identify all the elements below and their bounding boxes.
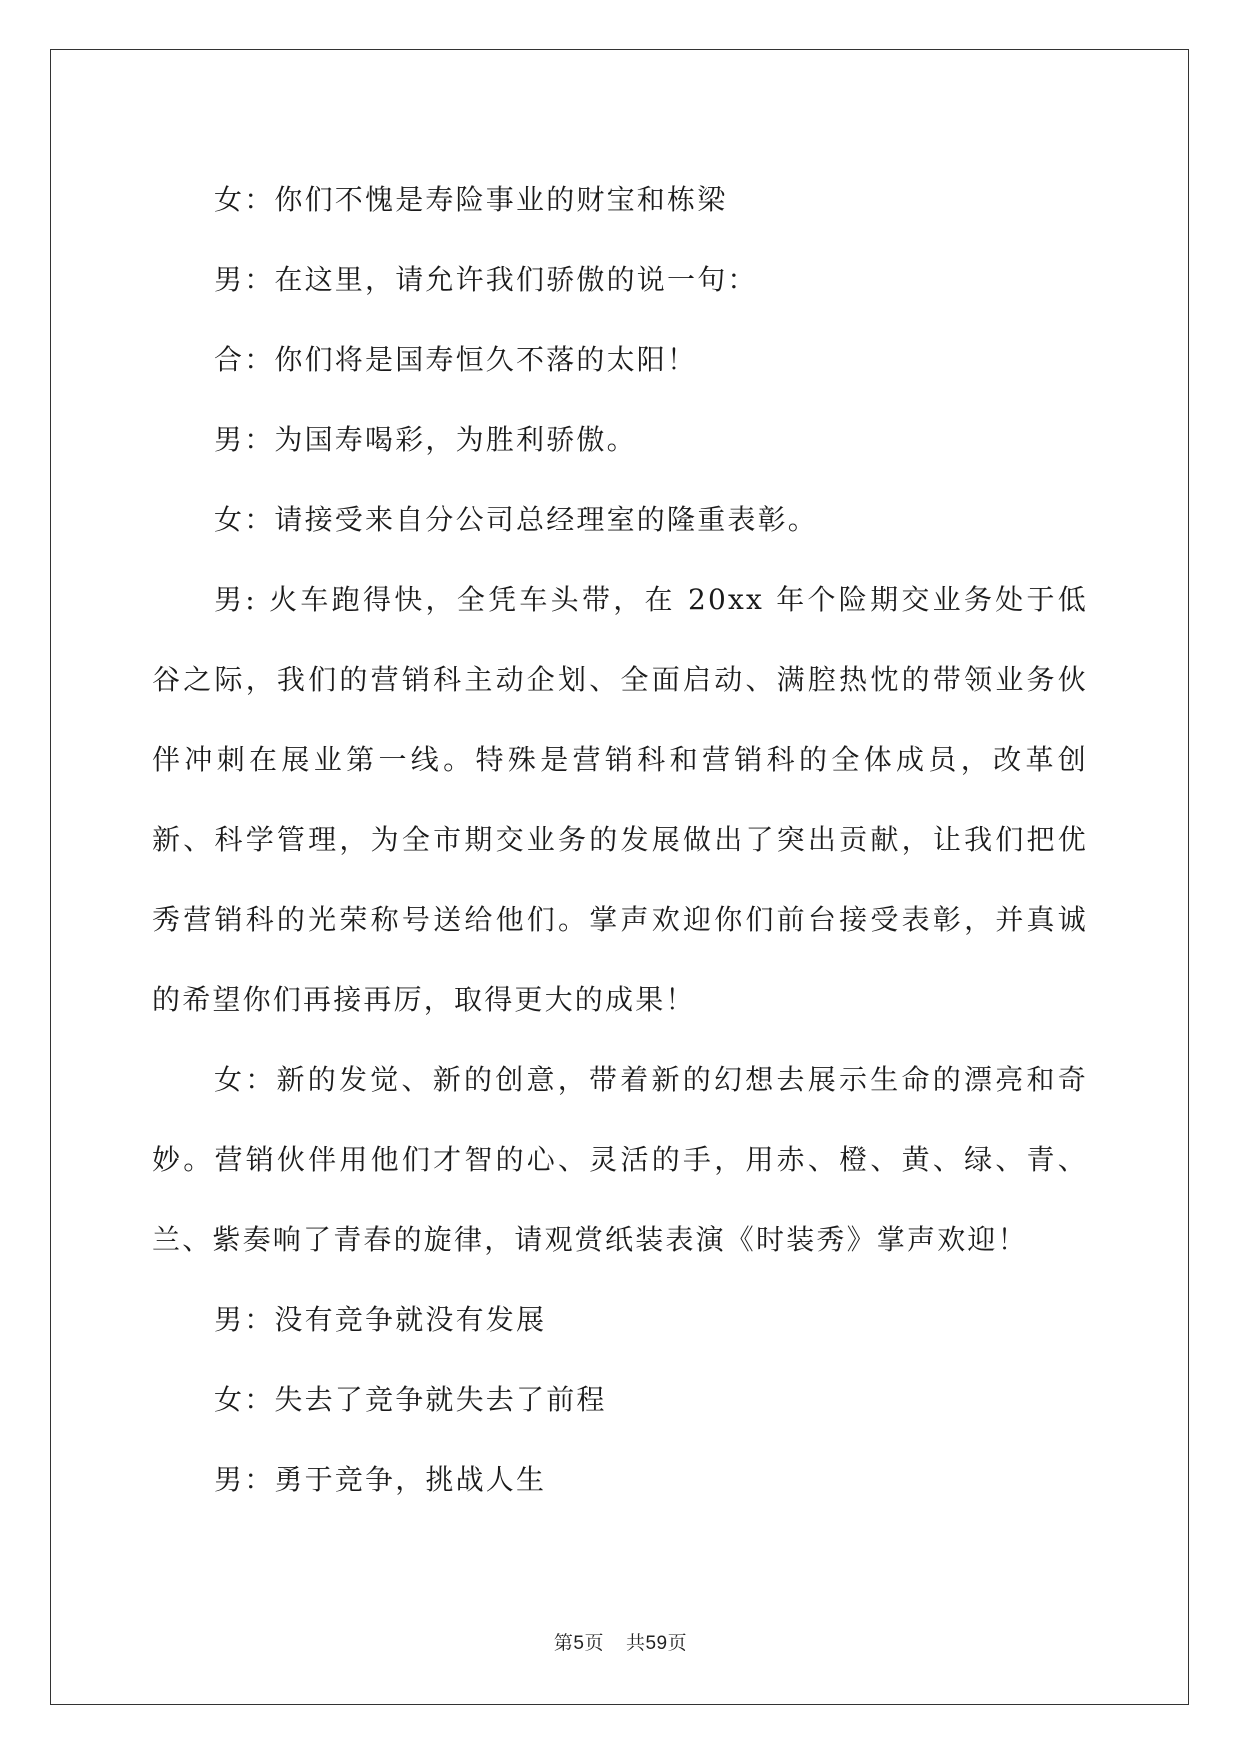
paragraph: 女：失去了竞争就失去了前程 (214, 1383, 607, 1416)
page-suffix: 页 (584, 1633, 604, 1654)
paragraph: 女：你们不愧是寿险事业的财宝和栋梁 (214, 183, 728, 216)
paragraph: 男：为国寿喝彩，为胜利骄傲。 (214, 423, 637, 456)
paragraph: 男：在这里，请允许我们骄傲的说一句： (214, 263, 758, 296)
total-prefix: 共 (625, 1633, 646, 1654)
paragraph: 男：没有竞争就没有发展 (214, 1303, 547, 1336)
paragraph: 女：请接受来自分公司总经理室的隆重表彰。 (214, 503, 819, 536)
paragraph: 男: 火车跑得快，全凭车头带，在 20xx 年个险期交业务处于低谷之际，我们的营销科主动企划、全面启动、满腔热忱的带领业务伙伴冲刺在展业第一线。特殊是营销科和营销科的全体成员，改革创新、科学管理，为全市期交业务的发展做出了突出贡献，让我们把优秀营销科的光荣称号送给他们。掌声欢迎你们前台接受表彰，并真诚的希望你们再接再厉，取得更大的成果！ (152, 583, 1088, 1016)
paragraph: 男：勇于竞争，挑战人生 (214, 1463, 547, 1496)
page-number: 5 (573, 1633, 585, 1654)
total-suffix: 页 (667, 1633, 688, 1654)
paragraph: 女：新的发觉、新的创意，带着新的幻想去展示生命的漂亮和奇妙。营销伙伴用他们才智的心、灵活的手，用赤、橙、黄、绿、青、兰、紫奏响了青春的旋律，请观赏纸装表演《时装秀》掌声欢迎！ (152, 1063, 1088, 1256)
total-pages: 59 (645, 1633, 668, 1654)
document-body (152, 160, 1088, 1520)
page-prefix: 第 (553, 1633, 574, 1654)
paragraph: 合：你们将是国寿恒久不落的太阳！ (214, 343, 698, 376)
page-footer (0, 1628, 1241, 1655)
